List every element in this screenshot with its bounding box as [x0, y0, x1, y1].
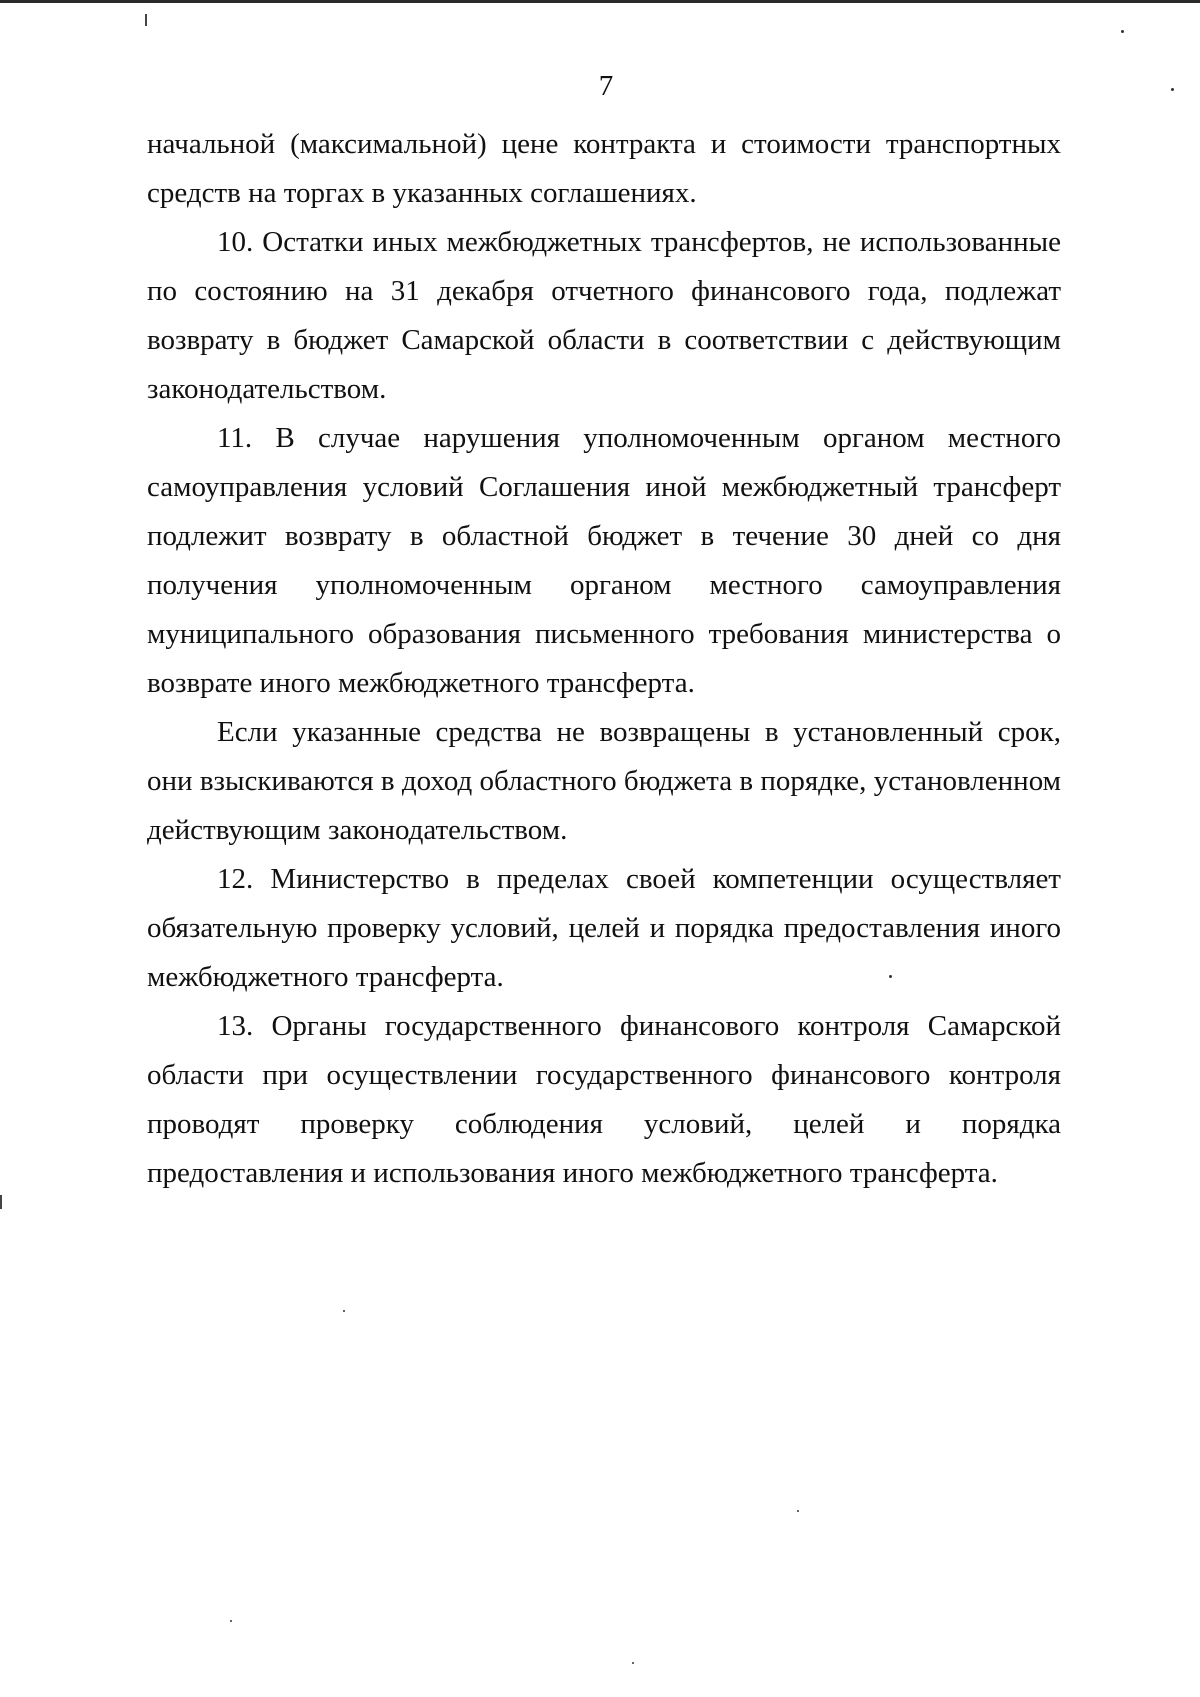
scan-speck: [797, 1510, 799, 1512]
scan-speck: [889, 975, 892, 978]
scan-mark: [145, 14, 147, 26]
document-body: [147, 120, 1061, 1198]
paragraph-continuation: начальной (максимальной) цене контракта и стоимости транспортных средств на торгах в указанных соглашениях.: [147, 128, 1061, 209]
scan-top-edge: [0, 0, 1200, 3]
paragraph-item-11-continued: Если указанные средства не возвращены в установленный срок, они взыскиваются в доход областного бюджета в порядке, установленном действующим законодательством.: [147, 716, 1061, 846]
scan-speck: [1171, 88, 1174, 91]
paragraph-item-13: 13. Органы государственного финансового контроля Самарской области при осуществлении государственного финансового контроля проводят проверку соблюдения условий, целей и порядка предоставления и использования иного межбюджетного трансферта.: [147, 1010, 1061, 1189]
paragraph-item-11: 11. В случае нарушения уполномоченным органом местного самоуправления условий Соглашения иной межбюджетный трансферт подлежит возврату в областной бюджет в течение 30 дней со дня получения уполномоченным органом местного самоуправления муниципального образования письменного требования министерства о возврате иного межбюджетного трансферта.: [147, 422, 1061, 699]
page-number: 7: [598, 70, 614, 102]
scan-speck: [1121, 30, 1124, 33]
scan-mark: [0, 1195, 2, 1209]
scan-speck: [632, 1662, 634, 1664]
paragraph-item-10: 10. Остатки иных межбюджетных трансфертов, не использованные по состоянию на 31 декабря отчетного финансового года, подлежат возврату в бюджет Самарской области в соответствии с действующим законодательством.: [147, 226, 1061, 405]
paragraph-item-12: 12. Министерство в пределах своей компетенции осуществляет обязательную проверку условий, целей и порядка предоставления иного межбюджетного трансферта.: [147, 863, 1061, 993]
scan-speck: [343, 1310, 345, 1312]
scan-speck: [230, 1620, 232, 1622]
